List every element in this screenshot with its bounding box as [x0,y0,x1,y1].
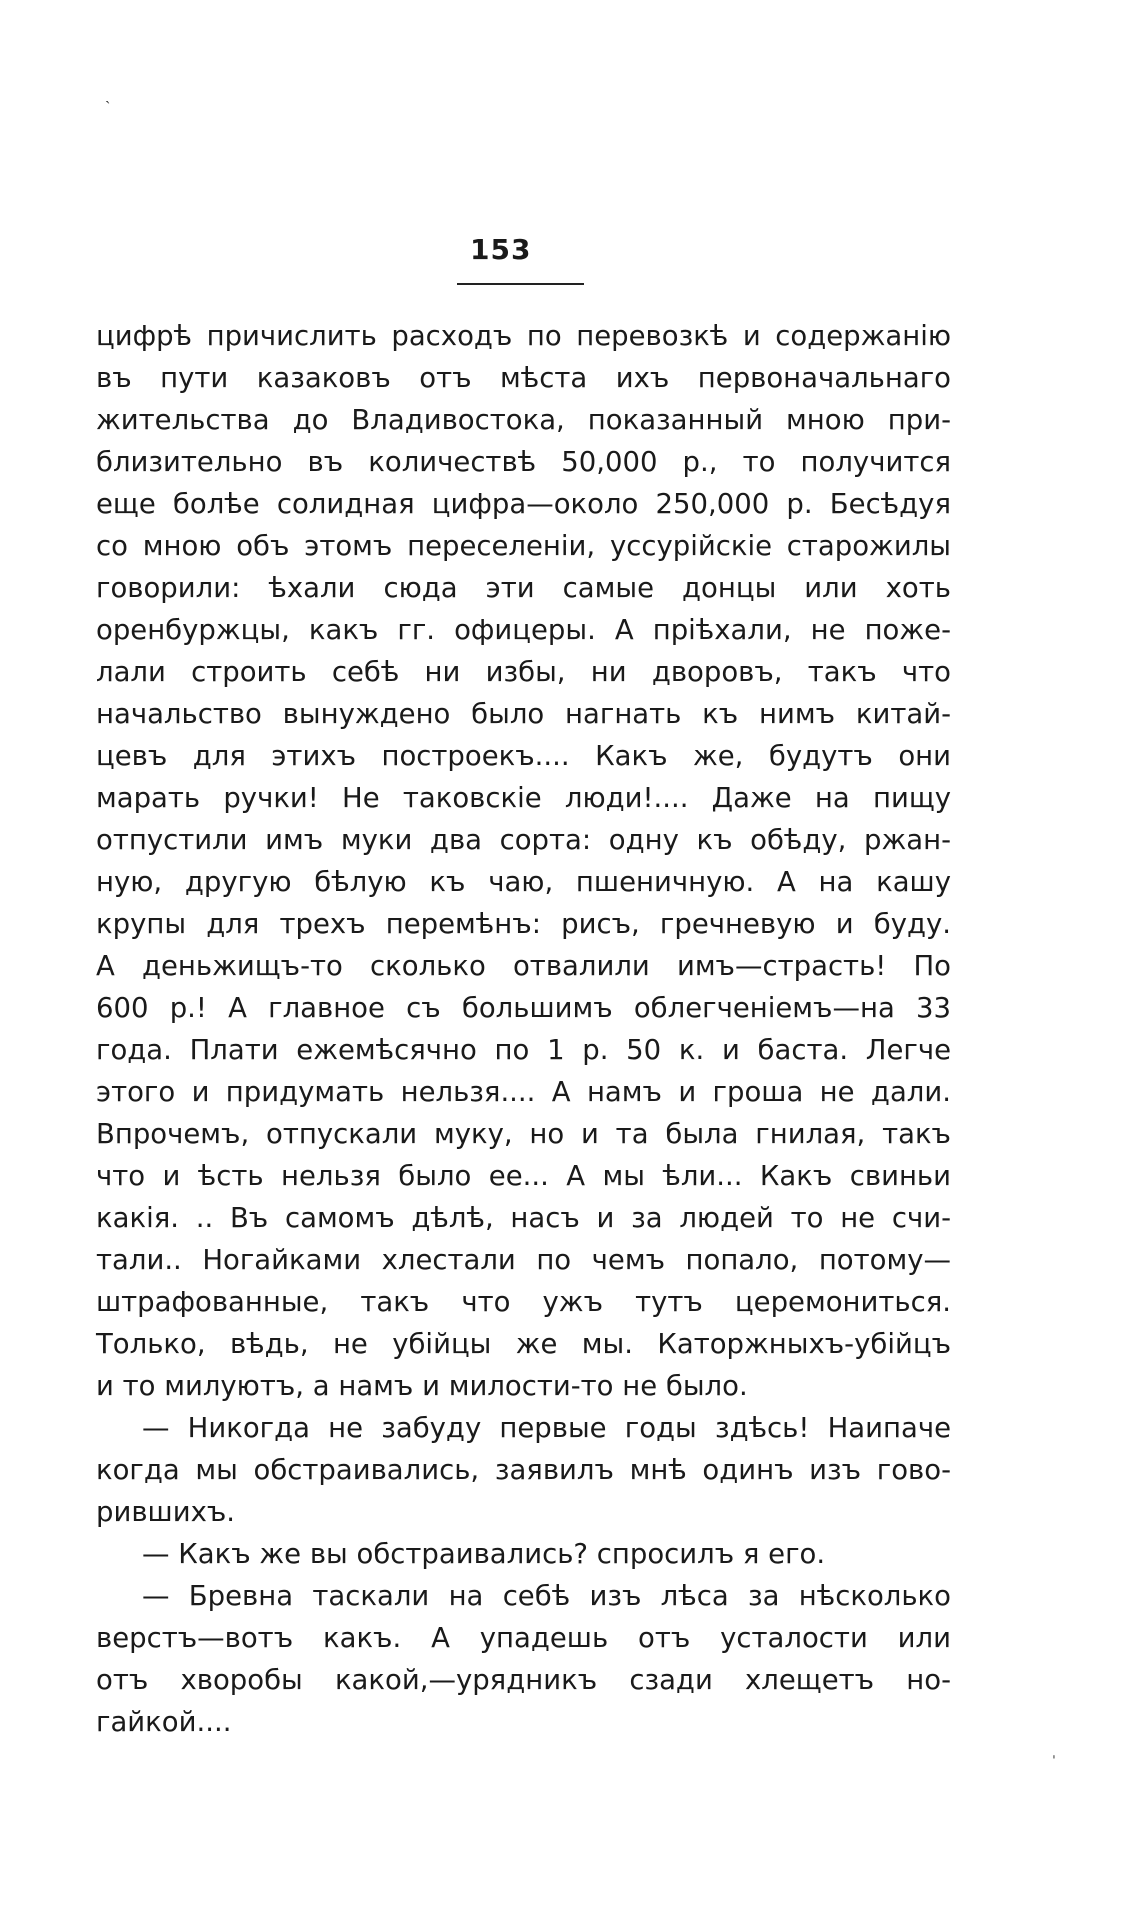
print-speck: ˌ [1052,1745,1056,1761]
text-line: Впрочемъ, отпускали муку, но и та была гнилая, такъ [96,1118,951,1150]
text-line: Только, вѣдь, не убійцы же мы. Каторжныхъ-убійцъ [96,1328,951,1360]
text-line: что и ѣсть нельзя было ее... А мы ѣли... Какъ свиньи [96,1160,951,1192]
text-line: начальство вынуждено было нагнать къ нимъ китай- [96,698,951,730]
text-line: — Какъ же вы обстраивались? спросилъ я его. [142,1538,826,1570]
text-line: близительно въ количествѣ 50,000 р., то получится [96,446,951,478]
text-line: говорили: ѣхали сюда эти самые донцы или хоть [96,572,951,604]
body-text [96,315,951,1743]
text-line: цевъ для этихъ построекъ.... Какъ же, будутъ они [96,740,951,772]
page-number: 153 [470,233,532,266]
text-line: крупы для трехъ перемѣнъ: рисъ, гречневую и буду. [96,908,951,940]
text-line: этого и придумать нельзя.... А намъ и гроша не дали. [96,1076,951,1108]
text-line: тали.. Ногайками хлестали по чемъ попало, потому— [96,1244,951,1276]
text-line: жительства до Владивостока, показанный мною при- [96,404,951,436]
text-line: рившихъ. [96,1496,236,1528]
text-line: штрафованные, такъ что ужъ тутъ церемониться. [96,1286,951,1318]
text-line: А деньжищъ-то сколько отвалили имъ—страсть! По [96,950,951,982]
text-line: — Никогда не забуду первые годы здѣсь! Наипаче [142,1412,951,1444]
page-number-rule [457,283,584,285]
text-line: года. Плати ежемѣсячно по 1 р. 50 к. и баста. Легче [96,1034,951,1066]
text-line: отъ хворобы какой,—урядникъ сзади хлещетъ но- [96,1664,951,1696]
text-line: — Бревна таскали на себѣ изъ лѣса за нѣсколько [142,1580,951,1612]
text-line: марать ручки! Не таковскіе люди!.... Даже на пищу [96,782,951,814]
text-line: верстъ—вотъ какъ. А упадешь отъ усталости или [96,1622,951,1654]
text-line: ную, другую бѣлую къ чаю, пшеничную. А на кашу [96,866,951,898]
text-line: цифрѣ причислить расходъ по перевозкѣ и содержанію [96,320,951,352]
text-line: еще болѣе солидная цифра—около 250,000 р. Бесѣдуя [96,488,951,520]
text-line: лали строить себѣ ни избы, ни дворовъ, такъ что [96,656,951,688]
text-line: со мною объ этомъ переселеніи, уссурійскіе старожилы [96,530,951,562]
text-line: 600 р.! А главное съ большимъ облегченіемъ—на 33 [96,992,951,1024]
text-line: въ пути казаковъ отъ мѣста ихъ первоначальнаго [96,362,951,394]
text-line: и то милуютъ, а намъ и милости-то не было. [96,1370,748,1402]
text-line: оренбуржцы, какъ гг. офицеры. А пріѣхали, не поже- [96,614,951,646]
print-speck: ˎ [105,85,111,104]
text-line: какія. .. Въ самомъ дѣлѣ, насъ и за людей то не счи- [96,1202,951,1234]
text-line: отпустили имъ муки два сорта: одну къ обѣду, ржан- [96,824,951,856]
text-line: когда мы обстраивались, заявилъ мнѣ одинъ изъ гово- [96,1454,951,1486]
text-line: гайкой.... [96,1706,232,1738]
